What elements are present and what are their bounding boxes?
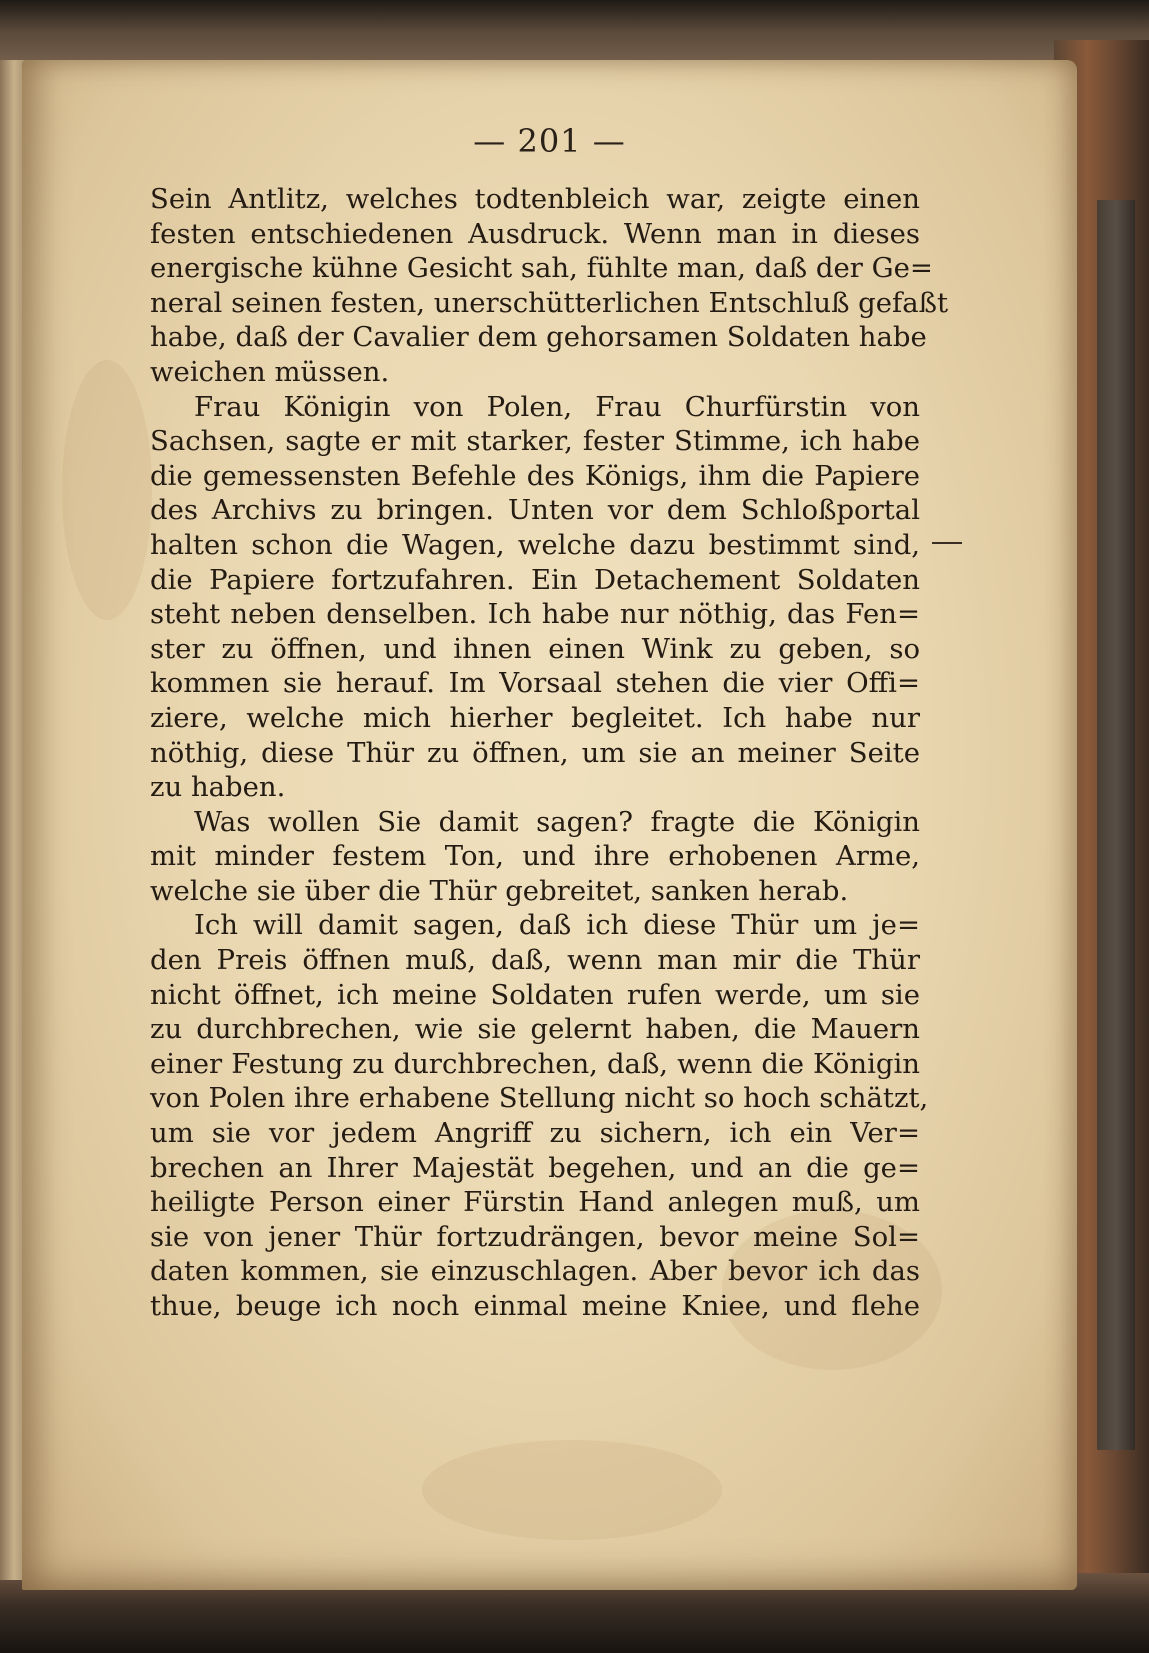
text-line: mit minder festem Ton, und ihre erhobenen Arme, <box>150 840 920 873</box>
text-line: des Archivs zu bringen. Unten vor dem Schloßportal <box>150 494 920 527</box>
text-line: einer Festung zu durchbrechen, daß, wenn die Königin <box>150 1047 920 1080</box>
page-body-text <box>150 182 949 1324</box>
text-line: Sein Antlitz, welches todtenbleich war, zeigte einen <box>150 183 920 215</box>
text-line: ziere, welche mich hierher begleitet. Ich habe nur <box>150 701 920 734</box>
text-line: nöthig, diese Thür zu öffnen, um sie an meiner Seite <box>150 736 920 769</box>
page-stain <box>62 360 152 620</box>
text-line: steht neben denselben. Ich habe nur nöthig, das Fen= <box>150 598 920 631</box>
text-line: nicht öffnet, ich meine Soldaten rufen werde, um sie <box>150 978 920 1011</box>
text-line: zu haben. <box>150 771 286 804</box>
text-line: habe, daß der Cavalier dem gehorsamen Soldaten habe <box>150 321 927 354</box>
text-line: die Papiere fortzufahren. Ein Detachement Soldaten <box>150 563 920 596</box>
text-line: zu durchbrechen, wie sie gelernt haben, die Mauern <box>150 1013 920 1046</box>
text-line: kommen sie herauf. Im Vorsaal stehen die vier Offi= <box>150 667 920 700</box>
text-line: von Polen ihre erhabene Stellung nicht so hoch schätzt, <box>150 1082 929 1115</box>
book-page <box>22 60 1077 1590</box>
page-number: — 201 — <box>473 122 626 160</box>
text-line: Sachsen, sagte er mit starker, fester Stimme, ich habe <box>150 425 920 458</box>
text-line: Frau Königin von Polen, Frau Churfürstin von <box>194 390 920 423</box>
margin-pencil-mark <box>932 542 962 544</box>
page-stain <box>422 1440 722 1540</box>
book-spine-cloth <box>1097 200 1135 1450</box>
text-line: weichen müssen. <box>150 355 390 388</box>
text-line: Ich will damit sagen, daß ich diese Thür um je= <box>194 909 920 942</box>
text-line: die gemessensten Befehle des Königs, ihm die Papiere <box>150 459 920 492</box>
text-line: brechen an Ihrer Majestät begehen, und an die ge= <box>150 1151 920 1184</box>
text-line: daten kommen, sie einzuschlagen. Aber bevor ich das <box>150 1255 920 1288</box>
text-line: thue, beuge ich noch einmal meine Kniee, und flehe <box>150 1290 920 1322</box>
text-line: welche sie über die Thür gebreitet, sanken herab. <box>150 874 849 907</box>
text-line: um sie vor jedem Angriff zu sichern, ich ein Ver= <box>150 1117 920 1150</box>
text-line: festen entschiedenen Ausdruck. Wenn man in dieses <box>150 217 920 250</box>
text-line: ster zu öffnen, und ihnen einen Wink zu geben, so <box>150 632 920 665</box>
text-line: heiligte Person einer Fürstin Hand anlegen muß, um <box>150 1186 920 1219</box>
text-line: energische kühne Gesicht sah, fühlte man, daß der Ge= <box>150 252 933 285</box>
text-line: halten schon die Wagen, welche dazu bestimmt sind, <box>150 528 920 561</box>
text-line: den Preis öffnen muß, daß, wenn man mir die Thür <box>150 944 920 977</box>
text-line: neral seinen festen, unerschütterlichen Entschluß gefaßt <box>150 286 949 319</box>
text-line: sie von jener Thür fortzudrängen, bevor meine Sol= <box>150 1220 920 1253</box>
text-line: Was wollen Sie damit sagen? fragte die Königin <box>194 805 920 838</box>
